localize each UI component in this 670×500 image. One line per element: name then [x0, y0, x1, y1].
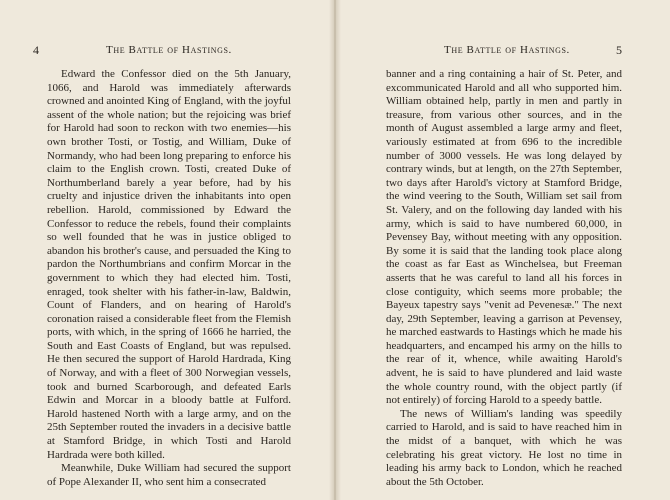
- right-paragraph-2: The news of William's landing was speedily carried to Harold, and is said to have reached him in the midst of a banquet, with which he was celebrating his great victory. He lost no time in leading his army back to London, which he reached about the 5th October.: [386, 407, 622, 488]
- left-running-head: The Battle of Hastings.: [106, 44, 232, 56]
- left-paragraph-2: Meanwhile, Duke William had secured the support of Pope Alexander II, who sent him a consecrated: [47, 462, 291, 488]
- left-page-number: 4: [33, 43, 39, 57]
- left-page-body: [47, 68, 291, 489]
- left-page: [0, 0, 334, 500]
- left-paragraph-1: Edward the Confessor died on the 5th January, 1066, and Harold was immediately afterwards crowned and anointed King of England, with the joyful assent of the whole nation; but the rejoicing was brief for Harold had soon to reckon with two enemies—his own brother Tosti, or Tostig, and William, Duke of Normandy, who had been long preparing to enforce his claim to the English crown. Tosti, created Duke of Northumberland barely a year before, had by his cruelty and injustice driven the inhabitants into open rebellion. Harold, commissioned by Edward the Confessor to reduce the rebels, found their complaints so well founded that he was in justice obliged to abandon his brother's cause, and persuaded the King to pardon the Northumbrians and confirm Morcar in the government to which they had elected him. Tosti, enraged, took shelter with his father-in-law, Baldwin, Count of Flanders, and on hearing of Harold's coronation raised a considerable fleet from the Flemish ports, with which, in the spring of 1666 he harried, the South and East Coasts of England, but was repulsed. He then secured the support of Harold Hardrada, King of Norway, and with a fleet of 300 Norwegian vessels, took and burned Scarborough, and defeated Earls Edwin and Morcar in a bloody battle at Fulford. Harold hastened North with a large army, and on the 25th September routed the invaders in a decisive battle at Stamford Bridge, in which Tosti and Harold Hardrada were both killed.: [47, 68, 291, 461]
- book-gutter: [329, 0, 341, 500]
- right-running-head: The Battle of Hastings.: [444, 44, 570, 56]
- right-page: [336, 0, 670, 500]
- right-page-number: 5: [616, 43, 622, 57]
- right-paragraph-1: banner and a ring containing a hair of St. Peter, and excommunicated Harold and all who supported him. William obtained help, partly in men and partly in treasure, from various other sources, and in the month of August assembled a large army and fleet, variously estimated at from 696 to the incredible number of 3000 vessels. He was long delayed by contrary winds, but at length, on the 27th September, two days after Harold's victory at Stamford Bridge, the wind veering to the South, William set sail from St. Valery, and on the following day landed with his army, which is said to have numbered 60,000, in Pevensey Bay, without meeting with any opposition. By some it is said that the landing took place along the coast as far East as Winchelsea, but Freeman asserts that he was careful to land all his forces in close contiguity, which seems more probable; the Bayeux tapestry says "venit ad Pevenesæ." The next day, 29th September, leaving a garrison at Pevensey, he marched eastwards to Hastings which he made his headquarters, and encamped his army on the hills to the rear of it, whence, while awaiting Harold's advent, he is said to have plundered and laid waste the whole country round, with the object partly (if not entirely) of forcing Harold to a speedy battle.: [386, 68, 622, 407]
- right-page-body: [386, 68, 622, 489]
